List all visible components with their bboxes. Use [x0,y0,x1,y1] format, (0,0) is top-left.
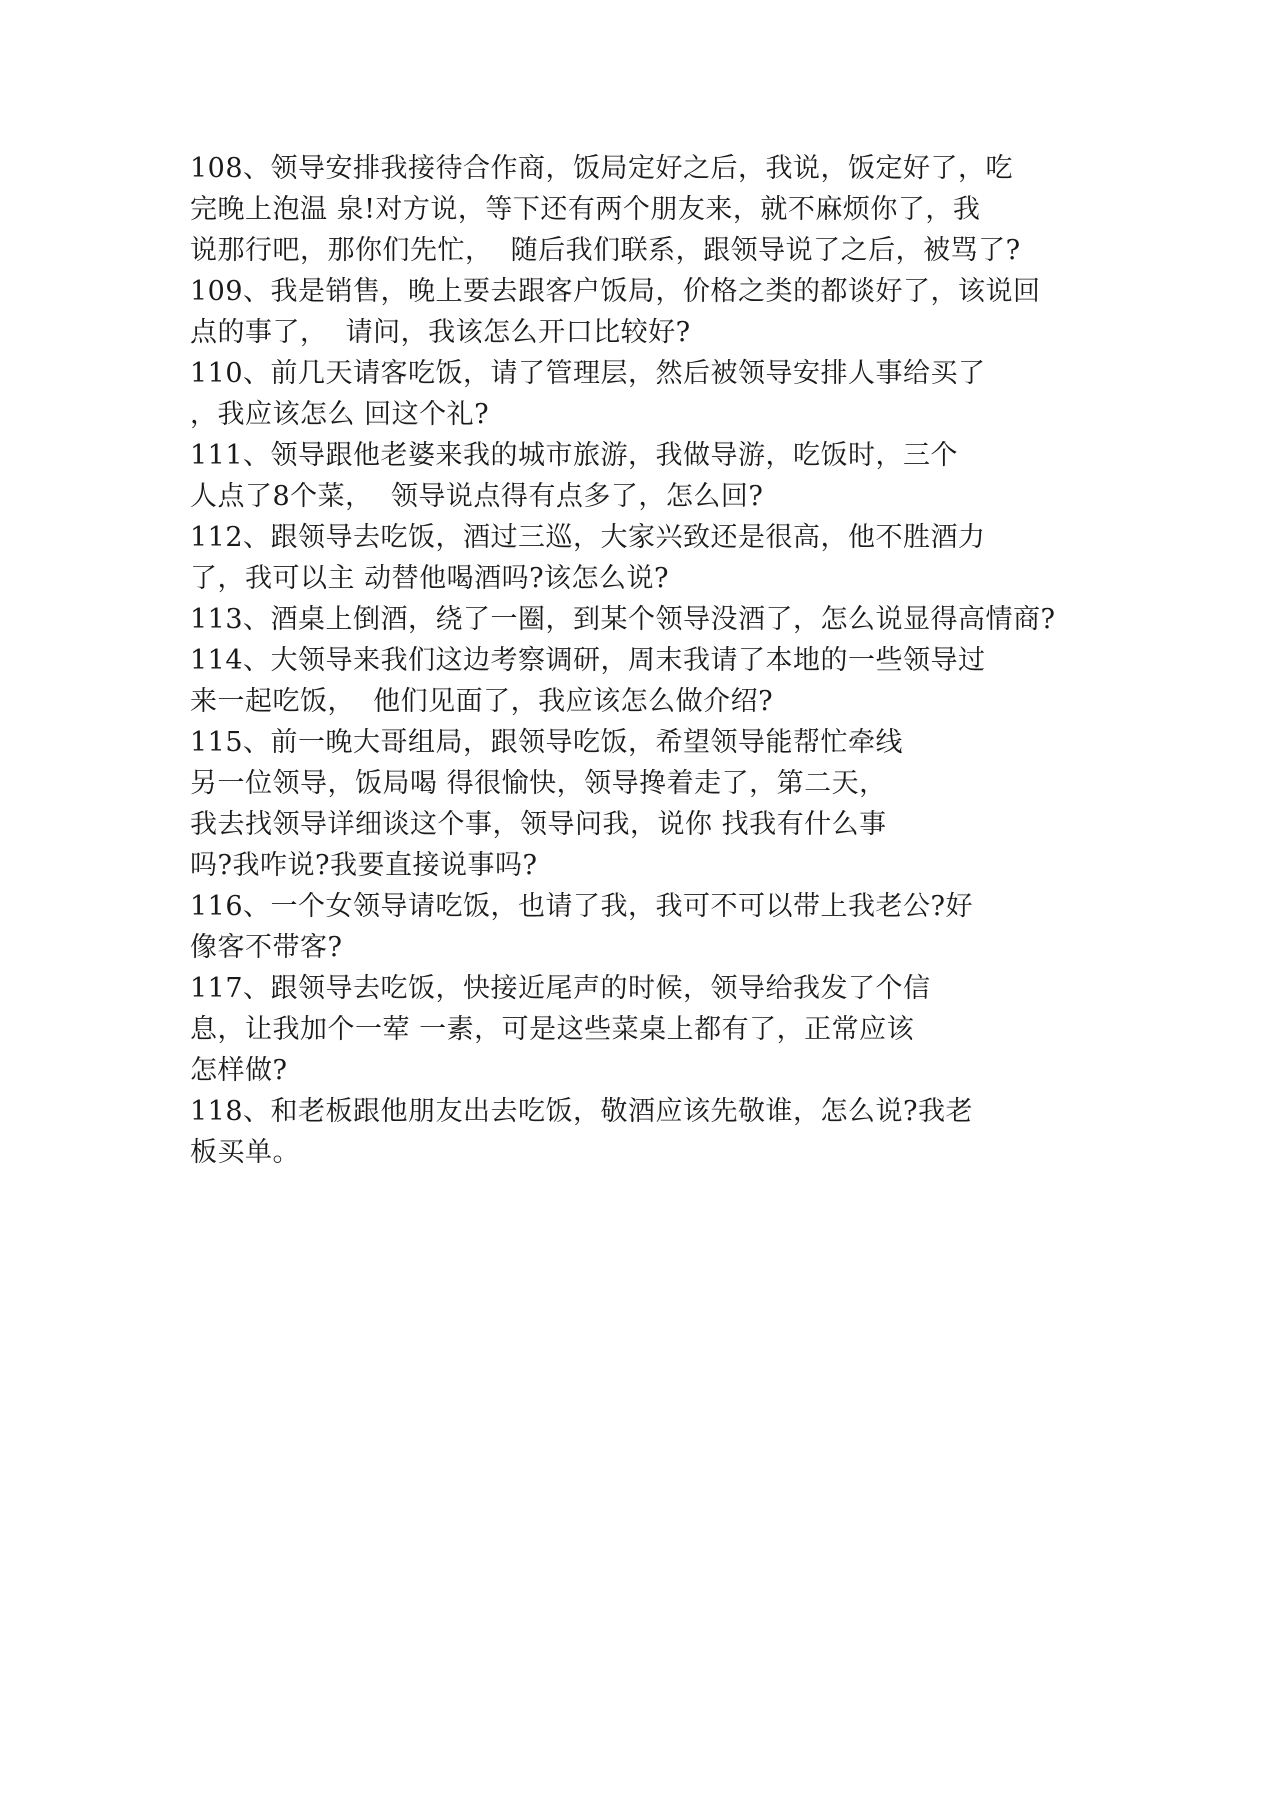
text-line: 117、跟领导去吃饭，快接近尾声的时候，领导给我发了个信 [190,973,931,1004]
text-line: 115、前一晚大哥组局，跟领导吃饭，希望领导能帮忙牵线 [190,727,904,758]
text-line: ，我应该怎么 回这个礼? [190,399,490,430]
text-line: 112、跟领导去吃饭，酒过三巡，大家兴致还是很高，他不胜酒力 [190,522,986,553]
text-line: 113、酒桌上倒酒，绕了一圈，到某个领导没酒了，怎么说显得高情商? [190,604,1056,635]
text-line: 像客不带客? [190,932,343,963]
text-line: 怎样做? [190,1055,288,1086]
text-line: 了，我可以主 动替他喝酒吗?该怎么说? [190,563,670,594]
text-line: 吗?我咋说?我要直接说事吗? [190,850,538,881]
text-line: 108、领导安排我接待合作商，饭局定好之后，我说，饭定好了，吃 [190,153,1014,184]
text-line: 息，让我加个一荤 一素，可是这些菜桌上都有了，正常应该 [190,1014,915,1045]
text-line: 111、领导跟他老婆来我的城市旅游，我做导游，吃饭时，三个 [190,440,959,471]
text-line: 110、前几天请客吃饭，请了管理层，然后被领导安排人事给买了 [190,358,986,389]
text-line: 完晚上泡温 泉!对方说，等下还有两个朋友来，就不麻烦你了，我 [190,194,981,225]
text-line: 来一起吃饭， 他们见面了，我应该怎么做介绍? [190,686,774,717]
text-line: 我去找领导详细谈这个事，领导问我，说你 找我有什么事 [190,809,887,840]
document-body [190,148,1250,1173]
text-line: 板买单。 [190,1137,300,1168]
text-line: 另一位领导，饭局喝 得很愉快，领导搀着走了，第二天， [190,768,887,799]
text-line: 116、一个女领导请吃饭，也请了我，我可不可以带上我老公?好 [190,891,974,922]
text-line: 说那行吧，那你们先忙， 随后我们联系，跟领导说了之后，被骂了? [190,235,1021,266]
text-line: 109、我是销售，晚上要去跟客户饭局，价格之类的都谈好了，该说回 [190,276,1041,307]
text-line: 点的事了， 请问，我该怎么开口比较好? [190,317,691,348]
text-line: 114、大领导来我们这边考察调研，周末我请了本地的一些领导过 [190,645,986,676]
text-line: 118、和老板跟他朋友出去吃饭，敬酒应该先敬谁，怎么说?我老 [190,1096,974,1127]
text-line: 人点了8个菜， 领导说点得有点多了，怎么回? [190,481,764,512]
